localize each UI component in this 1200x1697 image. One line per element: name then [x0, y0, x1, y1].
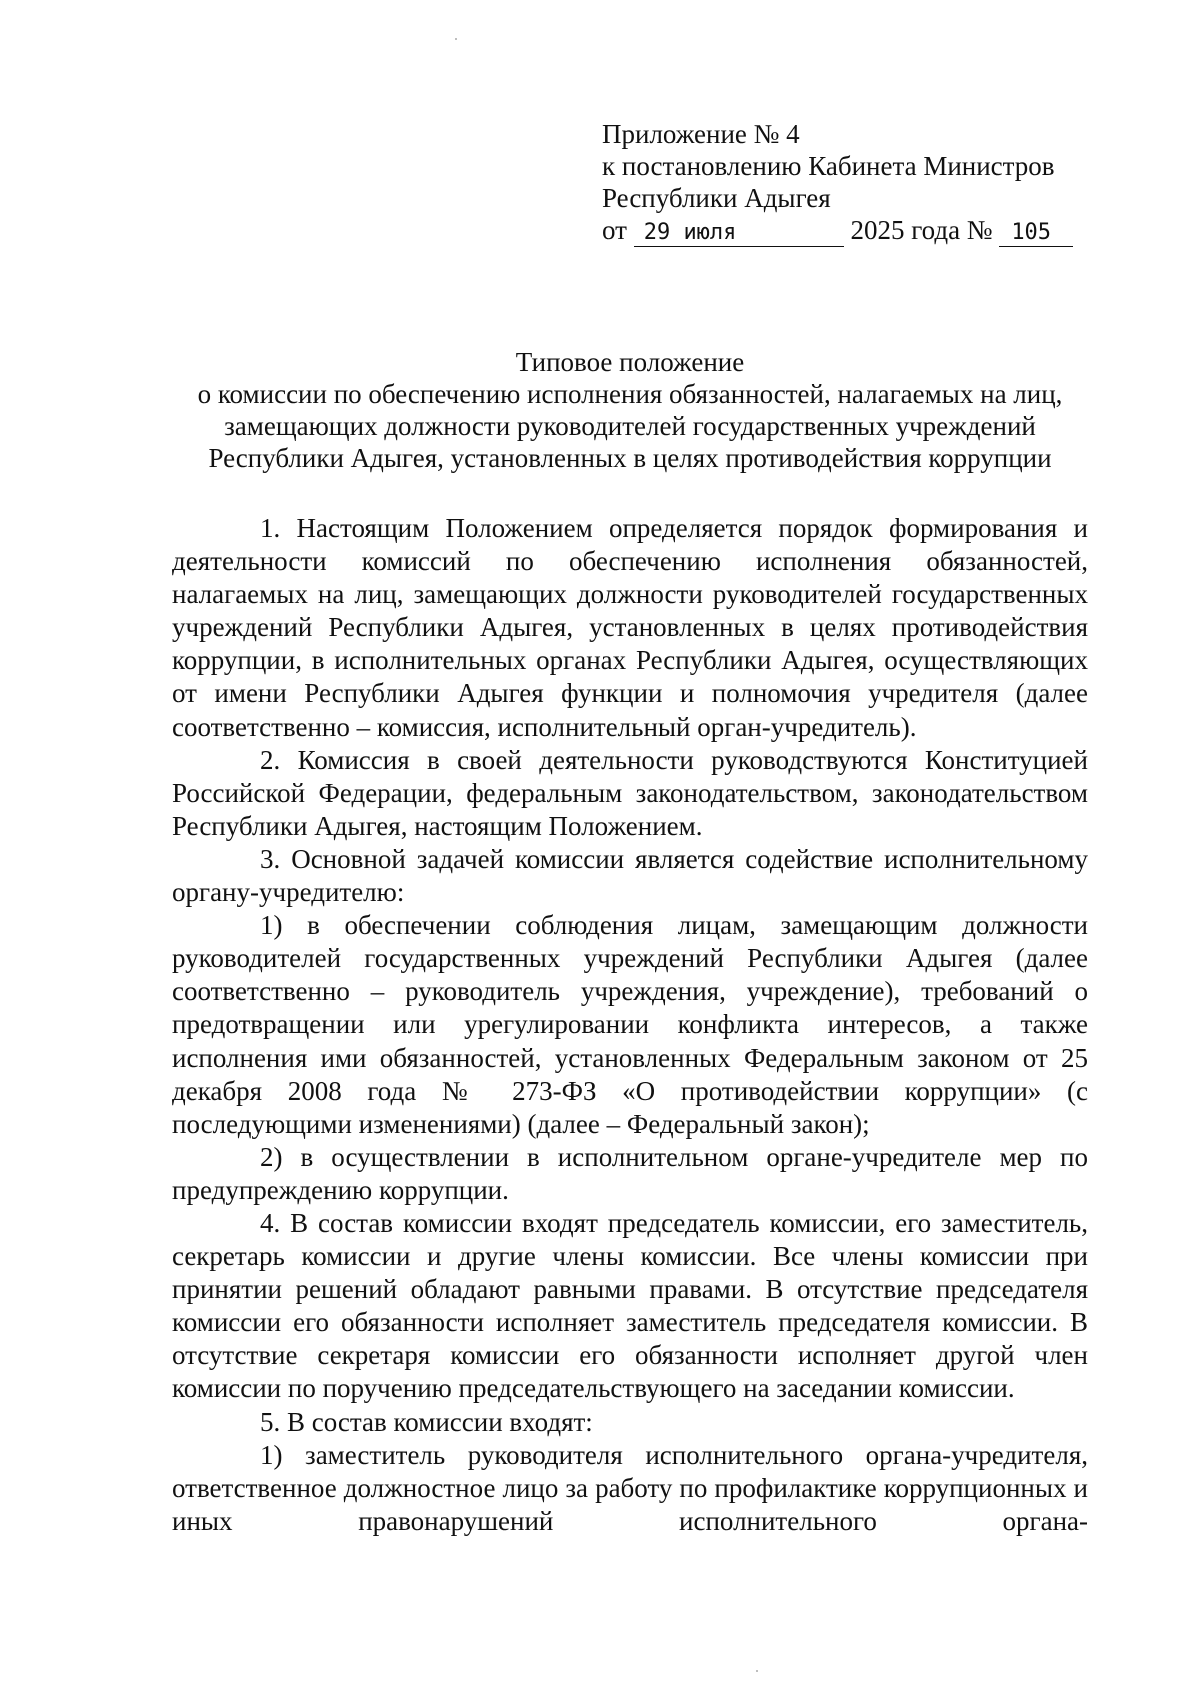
- appendix-title: Приложение № 4: [602, 119, 800, 149]
- scan-speck: [756, 1670, 758, 1672]
- title-line-4: Республики Адыгея, установленных в целях противодействия коррупции: [208, 443, 1052, 473]
- paragraph-3: 3. Основной задачей комиссии является содействие исполнительному органу-учредителю:: [172, 843, 1088, 908]
- paragraph-5: 5. В состав комиссии входят:: [260, 1406, 593, 1437]
- paragraph-2: 2. Комиссия в своей деятельности руководствуются Конституцией Российской Федерации, федеральным законодательством, законодательством Республики Адыгея, настоящим Положением.: [172, 744, 1088, 841]
- appendix-republic-line: Республики Адыгея: [602, 183, 831, 213]
- year-label: 2025 года №: [850, 215, 993, 245]
- date-field: 29 июля: [634, 220, 844, 247]
- appendix-date-line: [602, 214, 1102, 247]
- date-prefix: от: [602, 215, 627, 245]
- paragraph-3-item-1: 1) в обеспечении соблюдения лицам, замещающим должности руководителей государственных учреждений Республики Адыгея (далее соответственно – руководитель учреждения, учреждение), требований о предотвращении или урегулировании конфликта интересов, а также исполнения ими обязанностей, установленных Федеральным законом от 25 декабря 2008 года № 273-ФЗ «О противодействии коррупции» (с последующими изменениями) (далее – Федеральный закон);: [172, 910, 1088, 1139]
- paragraph-1: 1. Настоящим Положением определяется порядок формирования и деятельности комиссий по обеспечению исполнения обязанностей, налагаемых на лиц, замещающих должности руководителей государственных учреждений Республики Адыгея, установленных в целях противодействия коррупции, в исполнительных органах Республики Адыгея, осуществляющих от имени Республики Адыгея функции и полномочия учредителя (далее соответственно – комиссия, исполнительный орган-учредитель).: [172, 513, 1088, 742]
- paragraph-4: 4. В состав комиссии входят председатель комиссии, его заместитель, секретарь комиссии и другие члены комиссии. Все члены комиссии при принятии решений обладают равными правами. В отсутствие председателя комиссии его обязанности исполняет заместитель председателя комиссии. В отсутствие секретаря комиссии его обязанности исполняет другой член комиссии по поручению председательствующего на заседании комиссии.: [172, 1207, 1088, 1404]
- title-line-1: Типовое положение: [515, 347, 745, 377]
- paragraph-3-item-2: 2) в осуществлении в исполнительном органе-учредителе мер по предупреждению коррупции.: [172, 1141, 1088, 1205]
- number-field: 105: [999, 220, 1073, 247]
- title-line-2: о комиссии по обеспечению исполнения обязанностей, налагаемых на лиц,: [197, 379, 1063, 409]
- document-title: [170, 346, 1090, 474]
- document-body: [172, 512, 1088, 1538]
- appendix-decree-line: к постановлению Кабинета Министров: [602, 151, 1055, 181]
- scan-speck: [455, 38, 457, 40]
- paragraph-5-item-1: 1) заместитель руководителя исполнительного органа-учредителя, ответственное должностное лицо за работу по профилактике коррупционных и иных правонарушений исполнительного органа-: [172, 1439, 1088, 1536]
- appendix-header: [602, 118, 1102, 247]
- title-line-3: замещающих должности руководителей государственных учреждений: [224, 411, 1036, 441]
